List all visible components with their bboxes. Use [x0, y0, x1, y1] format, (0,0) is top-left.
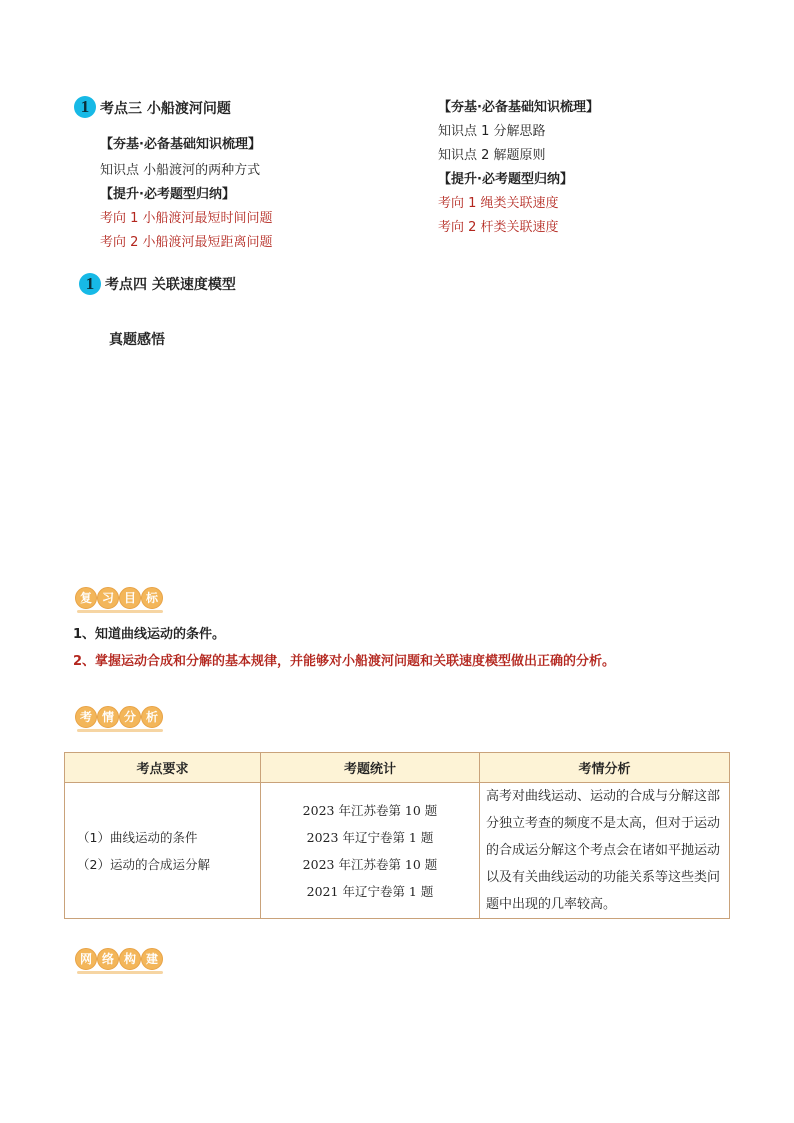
stat-item: 2023 年江苏卷第 10 题	[302, 856, 438, 872]
tag-char: 情	[97, 706, 119, 728]
table-header-cell: 考题统计	[261, 753, 480, 783]
stat-item: 2023 年辽宁卷第 1 题	[306, 829, 434, 845]
right-tisheng-heading: 【提升·必考题型归纳】	[438, 172, 573, 187]
stat-item: 2021 年辽宁卷第 1 题	[306, 883, 434, 899]
stat-item: 2023 年江苏卷第 10 题	[302, 802, 438, 818]
goal-1: 1、知道曲线运动的条件。	[73, 627, 226, 642]
tag-char: 复	[75, 587, 97, 609]
right-kaoxiang-1: 考向 1 绳类关联速度	[438, 196, 559, 211]
tag-underline	[77, 729, 163, 732]
analysis-text: 高考对曲线运动、运动的合成与分解这部分独立考查的频度不是太高，但对于运动的合成运分解这个考点会在诸如平抛运动以及有关曲线运动的功能关系等这些类问题中出现的几率较高。	[486, 789, 721, 912]
left-kaoxiang-2: 考向 2 小船渡河最短距离问题	[100, 235, 273, 250]
analysis-cell	[480, 783, 730, 919]
tag-fuxi-mubiao	[75, 587, 165, 613]
left-jichu-heading: 【夯基·必备基础知识梳理】	[100, 137, 261, 152]
stats-cell	[261, 783, 480, 919]
tag-wangluo-goujian	[75, 948, 165, 974]
right-jichu-heading: 【夯基·必备基础知识梳理】	[438, 100, 599, 115]
exam-analysis-table	[64, 752, 730, 919]
table-header-row	[65, 753, 730, 783]
goal-2: 2、掌握运动合成和分解的基本规律，并能够对小船渡河问题和关联速度模型做出正确的分析。	[73, 654, 616, 669]
requirement-item: （1）曲线运动的条件	[77, 829, 198, 845]
tag-underline	[77, 971, 163, 974]
tag-char: 分	[119, 706, 141, 728]
tag-char: 构	[119, 948, 141, 970]
left-zhishidian: 知识点 小船渡河的两种方式	[100, 163, 261, 178]
section-title-kaodian4: 考点四 关联速度模型	[105, 277, 236, 293]
tag-char: 习	[97, 587, 119, 609]
tag-char: 考	[75, 706, 97, 728]
table-header-cell: 考点要求	[65, 753, 261, 783]
section-number-badge: 1	[79, 273, 101, 295]
right-zhishidian-1: 知识点 1 分解思路	[438, 124, 546, 139]
table-row	[65, 783, 730, 919]
tag-underline	[77, 610, 163, 613]
tag-char: 网	[75, 948, 97, 970]
tag-char: 标	[141, 587, 163, 609]
tag-char: 建	[141, 948, 163, 970]
tag-char: 析	[141, 706, 163, 728]
right-kaoxiang-2: 考向 2 杆类关联速度	[438, 220, 559, 235]
tag-kaoqing-fenxi	[75, 706, 165, 732]
requirements-cell	[65, 783, 261, 919]
tag-char: 络	[97, 948, 119, 970]
left-kaoxiang-1: 考向 1 小船渡河最短时间问题	[100, 211, 273, 226]
requirement-item: （2）运动的合成运分解	[77, 856, 210, 872]
section-title-kaodian3: 考点三 小船渡河问题	[100, 101, 231, 117]
tag-char: 目	[119, 587, 141, 609]
table-header-cell: 考情分析	[480, 753, 730, 783]
section-number-badge: 1	[74, 96, 96, 118]
left-tisheng-heading: 【提升·必考题型归纳】	[100, 187, 235, 202]
zhenti-heading: 真题感悟	[109, 332, 165, 348]
right-zhishidian-2: 知识点 2 解题原则	[438, 148, 546, 163]
